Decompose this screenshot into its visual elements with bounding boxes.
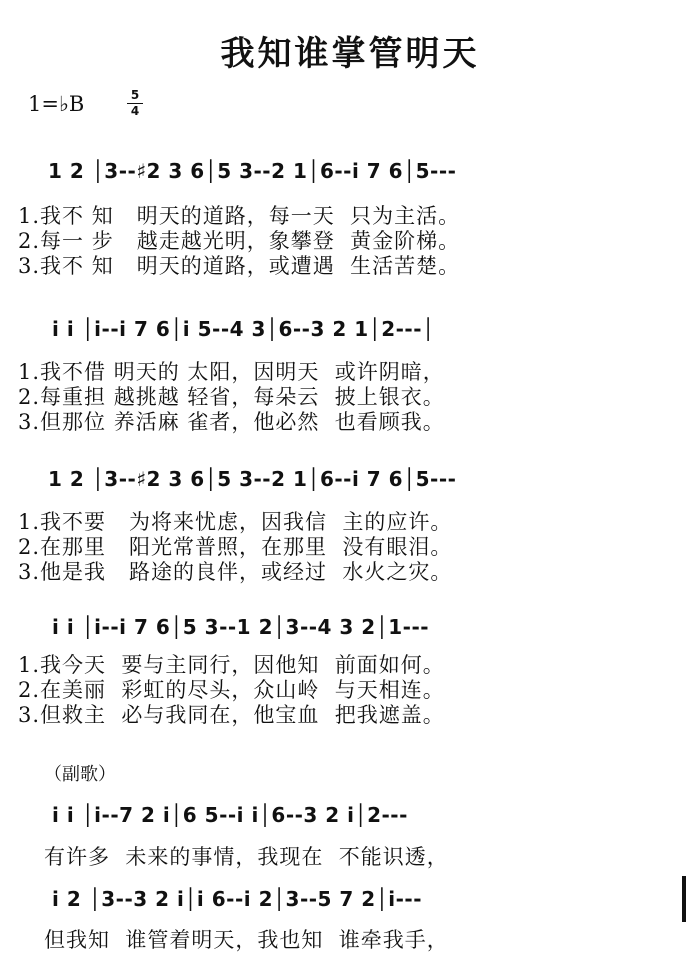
lyric-line-4-3: 3.但救主 必与我同在，他宝血 把我遮盖。	[18, 703, 445, 727]
time-signature	[127, 89, 143, 118]
notation-line-3: 1 2 │3--♯2 3 6│5 3--2 1│6--i 7 6│5---	[48, 467, 457, 491]
key-signature: 1=♭B	[28, 92, 85, 116]
notation-line-4: i i │i--i 7 6│5 3--1 2│3--4 3 2│1---	[52, 615, 430, 639]
lyric-line-6-1: 但我知 谁管着明天，我也知 谁牵我手，	[44, 928, 449, 952]
lyric-line-5-1: 有许多 未来的事情，我现在 不能识透，	[44, 845, 449, 869]
lyric-line-3-2: 2.在那里 阳光常普照，在那里 没有眼泪。	[18, 535, 453, 559]
lyric-line-2-2: 2.每重担 越挑越 轻省，每朵云 披上银衣。	[18, 385, 445, 409]
final-barline	[682, 876, 686, 922]
song-title: 我知谁掌管明天	[220, 34, 480, 74]
notation-line-6: i 2 │3--3 2 i│i 6--i 2│3--5 7 2│i---	[52, 887, 423, 911]
lyric-line-2-1: 1.我不借 明天的 太阳，因明天 或许阴暗，	[18, 360, 445, 384]
lyric-line-1-2: 2.每一 步 越走越光明，象攀登 黄金阶梯。	[18, 229, 461, 253]
notation-line-5: i i │i--7 2 i│6 5--i i│6--3 2 i│2---	[52, 803, 408, 827]
lyric-line-3-3: 3.他是我 路途的良伴，或经过 水火之灾。	[18, 560, 453, 584]
lyric-line-4-2: 2.在美丽 彩虹的尽头，众山岭 与天相连。	[18, 678, 445, 702]
time-signature-bottom: 4	[130, 104, 140, 118]
time-signature-top: 5	[130, 88, 140, 102]
notation-line-1: 1 2 │3--♯2 3 6│5 3--2 1│6--i 7 6│5---	[48, 159, 457, 183]
lyric-line-2-3: 3.但那位 养活麻 雀者，他必然 也看顾我。	[18, 410, 445, 434]
notation-line-2: i i │i--i 7 6│i 5--4 3│6--3 2 1│2---│	[52, 317, 435, 341]
chorus-label: （副歌）	[44, 764, 116, 785]
lyric-line-1-3: 3.我不 知 明天的道路，或遭遇 生活苦楚。	[18, 254, 461, 278]
lyric-line-3-1: 1.我不要 为将来忧虑，因我信 主的应许。	[18, 510, 453, 534]
lyric-line-1-1: 1.我不 知 明天的道路，每一天 只为主活。	[18, 204, 461, 228]
lyric-line-4-1: 1.我今天 要与主同行，因他知 前面如何。	[18, 653, 445, 677]
